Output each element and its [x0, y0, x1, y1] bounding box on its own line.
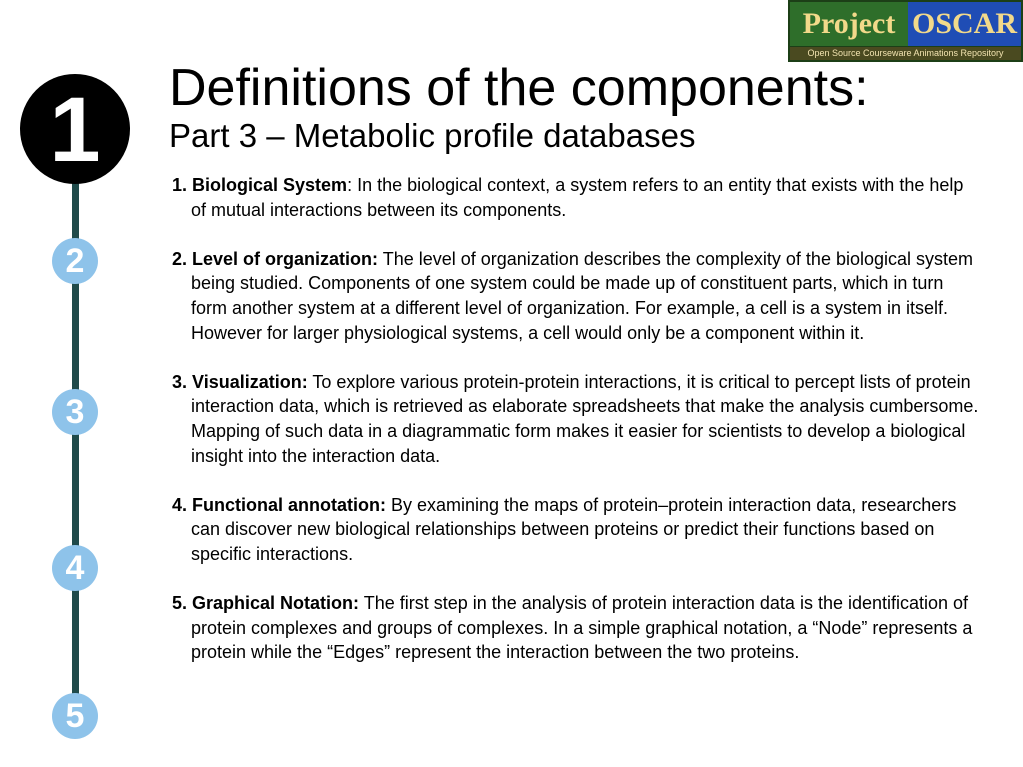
definition-term: 1. Biological System: [172, 175, 348, 195]
step-2-button[interactable]: 2: [52, 238, 98, 284]
step-4-button[interactable]: 4: [52, 545, 98, 591]
page-subtitle: Part 3 – Metabolic profile databases: [169, 117, 696, 154]
definition-item-graphical-notation: [172, 591, 982, 665]
logo-oscar-text: OSCAR: [908, 2, 1021, 46]
definition-item-level-of-organization: [172, 247, 982, 345]
logo-wordmark: [790, 2, 1021, 46]
definition-text: By examining the maps of protein–protein interaction data, researchers can discover new biological relationships between proteins or predict their functions based on specific interactions.: [191, 494, 957, 564]
definition-text: : In the biological context, a system refers to an entity that exists with the help of mutual interactions between its components.: [191, 175, 964, 220]
definition-item-functional-annotation: [172, 493, 982, 567]
step-1-button-active[interactable]: 1: [20, 74, 130, 184]
definition-text: The level of organization describes the complexity of the biological system being studied. Components of one system could be made up of constituent parts, which in turn form another system at a different level of organization. For example, a cell is a system in itself. However for larger physiological systems, a cell would only be a component within it.: [191, 248, 974, 343]
step-3-button[interactable]: 3: [52, 389, 98, 435]
definition-text: The first step in the analysis of protein interaction data is the identification of protein complexes and groups of complexes. In a simple graphical notation, a “Node” represents a protein while the “Edges” represent the interaction between the two proteins.: [191, 593, 973, 663]
definition-term: 3. Visualization:: [172, 371, 308, 392]
definition-term: 4. Functional annotation:: [172, 494, 386, 515]
definition-item-visualization: [172, 370, 982, 468]
definitions-list: [172, 173, 982, 689]
definition-text: To explore various protein-protein interactions, it is critical to percept lists of protein interaction data, which is retrieved as elaborate spreadsheets that make the analysis cumbersome. Mapping of such data in a diagrammatic form makes it easier for scientists to develop a biological insight into the interaction data.: [191, 371, 979, 466]
definition-item-biological-system: [172, 173, 982, 222]
definition-term: 5. Graphical Notation:: [172, 593, 360, 614]
definition-term: 2. Level of organization:: [172, 248, 379, 269]
logo-project-text: Project: [790, 2, 908, 46]
step-5-button[interactable]: 5: [52, 693, 98, 739]
logo-tagline: Open Source Courseware Animations Repository: [790, 47, 1021, 60]
project-oscar-logo: [788, 0, 1023, 62]
page-title: Definitions of the components:: [169, 59, 869, 117]
